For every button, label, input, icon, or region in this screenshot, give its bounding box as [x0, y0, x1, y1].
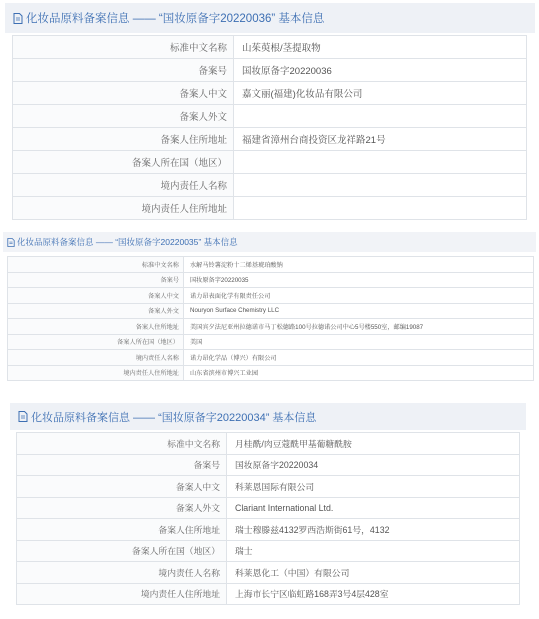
table-row [8, 365, 534, 381]
field-value: 上海市长宁区临虹路168弄3号4层428室 [227, 583, 520, 605]
field-label: 备案人外文 [8, 303, 184, 319]
field-value [234, 174, 527, 197]
table-row [8, 272, 534, 288]
field-label: 境内责任人住所地址 [13, 197, 234, 220]
record-panel-20220034 [10, 403, 526, 605]
table-row [17, 519, 520, 541]
field-value: 嘉文丽(福建)化妆品有限公司 [234, 82, 527, 105]
field-value: 水解马铃薯淀粉十二烯基琥珀酸钠 [184, 257, 534, 273]
record-panel-20220036 [5, 3, 535, 220]
field-value: 山东省滨州市博兴工业园 [184, 365, 534, 381]
field-value: 福建省漳州台商投资区龙祥路21号 [234, 128, 527, 151]
field-value: 瑞士穆滕兹4132罗西浩斯街61号，4132 [227, 519, 520, 541]
field-value: 国妆原备字20220036 [234, 59, 527, 82]
document-icon [7, 238, 15, 247]
field-value: 诺力昂化学品（博兴）有限公司 [184, 350, 534, 366]
field-value: 美国 [184, 334, 534, 350]
record-table [7, 256, 534, 381]
table-row [8, 303, 534, 319]
table-row [17, 433, 520, 455]
record-header [3, 232, 536, 252]
field-value [234, 151, 527, 174]
table-row [8, 257, 534, 273]
table-row [13, 197, 527, 220]
field-label: 备案人外文 [17, 497, 227, 519]
field-value: 科莱恩国际有限公司 [227, 476, 520, 498]
field-label: 备案人住所地址 [13, 128, 234, 151]
table-row [13, 36, 527, 59]
table-row [8, 334, 534, 350]
field-label: 备案人中文 [17, 476, 227, 498]
field-label: 境内责任人住所地址 [17, 583, 227, 605]
record-title: 化妆品原料备案信息 —— “国妆原备字20220034” 基本信息 [31, 411, 317, 424]
record-table [12, 35, 527, 220]
field-label: 标准中文名称 [17, 433, 227, 455]
field-value: 科莱恩化工（中国）有限公司 [227, 562, 520, 584]
field-label: 境内责任人住所地址 [8, 365, 184, 381]
record-table [16, 432, 520, 605]
field-label: 备案人所在国（地区） [8, 334, 184, 350]
field-value: 国妆原备字20220034 [227, 454, 520, 476]
field-value: 美国宾夕法尼亚州拉德诺市马丁松德路100号拉德诺公司中心5号楼550室，邮编19087 [184, 319, 534, 335]
table-row [13, 174, 527, 197]
table-row [13, 105, 527, 128]
table-row [8, 350, 534, 366]
field-label: 备案人中文 [13, 82, 234, 105]
table-row [13, 82, 527, 105]
field-label: 备案人中文 [8, 288, 184, 304]
table-row [13, 59, 527, 82]
record-title: 化妆品原料备案信息 —— “国妆原备字20220036” 基本信息 [26, 13, 325, 25]
table-row [17, 476, 520, 498]
table-row [17, 454, 520, 476]
field-label: 备案人住所地址 [8, 319, 184, 335]
record-header [10, 403, 526, 430]
table-row [17, 497, 520, 519]
field-value [234, 105, 527, 128]
field-value: Clariant International Ltd. [227, 497, 520, 519]
field-label: 境内责任人名称 [8, 350, 184, 366]
table-row [17, 540, 520, 562]
table-row [8, 319, 534, 335]
field-value: 山茱萸根/茎提取物 [234, 36, 527, 59]
table-row [13, 151, 527, 174]
field-value: Nouryon Surface Chemistry LLC [184, 303, 534, 319]
field-label: 备案号 [8, 272, 184, 288]
field-label: 备案人所在国（地区） [17, 540, 227, 562]
field-label: 标准中文名称 [8, 257, 184, 273]
field-label: 境内责任人名称 [17, 562, 227, 584]
document-icon [13, 13, 23, 24]
record-panel-20220035 [3, 232, 536, 381]
field-label: 标准中文名称 [13, 36, 234, 59]
document-icon [18, 411, 28, 422]
field-value: 月桂酰/肉豆蔻酰甲基葡糖酰胺 [227, 433, 520, 455]
field-label: 备案人外文 [13, 105, 234, 128]
table-row [8, 288, 534, 304]
record-header [5, 3, 535, 33]
field-label: 备案号 [17, 454, 227, 476]
table-row [13, 128, 527, 151]
record-title: 化妆品原料备案信息 —— “国妆原备字20220035” 基本信息 [17, 237, 238, 247]
field-label: 备案人住所地址 [17, 519, 227, 541]
field-value [234, 197, 527, 220]
field-label: 境内责任人名称 [13, 174, 234, 197]
table-row [17, 583, 520, 605]
field-value: 诺力昂表面化学有限责任公司 [184, 288, 534, 304]
field-value: 瑞士 [227, 540, 520, 562]
table-row [17, 562, 520, 584]
field-label: 备案人所在国（地区） [13, 151, 234, 174]
field-label: 备案号 [13, 59, 234, 82]
field-value: 国妆原备字20220035 [184, 272, 534, 288]
